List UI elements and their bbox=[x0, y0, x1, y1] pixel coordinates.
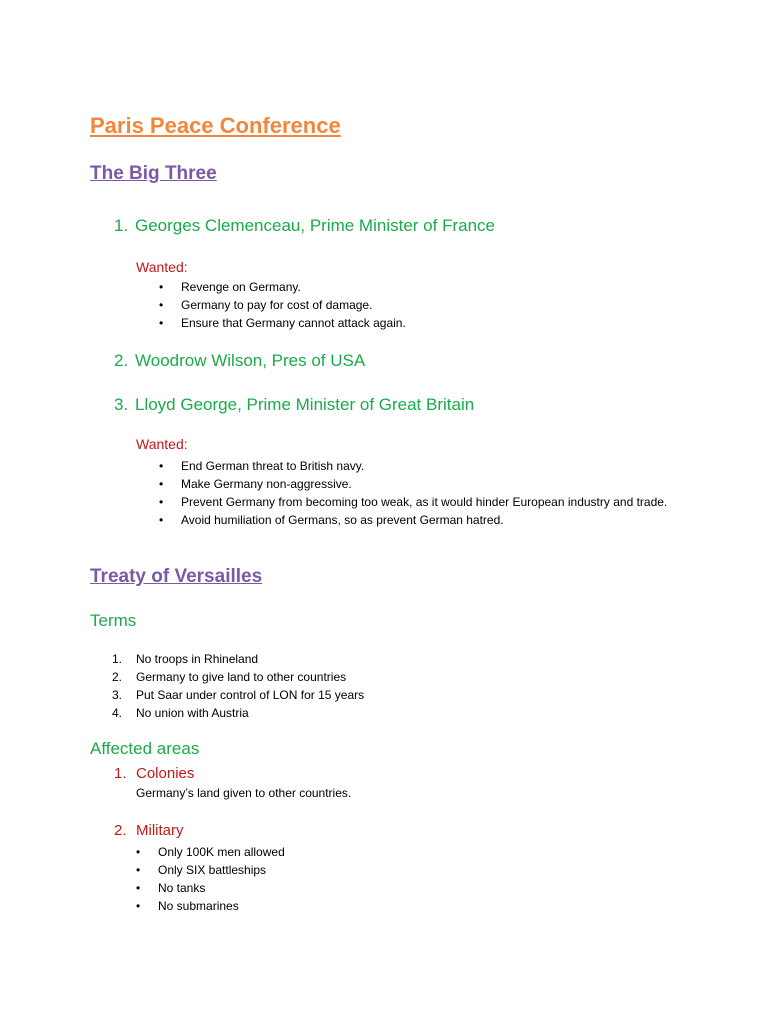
list-item bbox=[159, 278, 406, 296]
list-item bbox=[159, 296, 406, 314]
military-number: 2. bbox=[114, 822, 127, 839]
list-item bbox=[112, 704, 364, 722]
leader-text: Georges Clemenceau, Prime Minister of France bbox=[135, 216, 495, 235]
george-wanted-list bbox=[159, 457, 671, 529]
big-three-heading: The Big Three bbox=[90, 163, 217, 184]
colonies-text: Germany’s land given to other countries. bbox=[136, 786, 352, 800]
list-item bbox=[159, 457, 671, 475]
bullet-icon: • bbox=[159, 459, 164, 473]
affected-areas-heading: Affected areas bbox=[90, 739, 200, 758]
wanted-label: Wanted: bbox=[136, 436, 188, 452]
list-item-text: Prevent Germany from becoming too weak, as it would hinder European industry and trade. bbox=[181, 495, 668, 509]
list-item bbox=[136, 861, 285, 879]
list-item bbox=[159, 493, 671, 511]
list-item-text: Only SIX battleships bbox=[158, 863, 267, 877]
bullet-icon: • bbox=[159, 495, 164, 509]
military-label: Military bbox=[136, 822, 184, 839]
bullet-icon: • bbox=[136, 863, 141, 877]
list-item-text: No tanks bbox=[158, 881, 206, 895]
leader-number: 3. bbox=[114, 395, 129, 414]
list-item-number: 2. bbox=[112, 670, 123, 684]
leader-number: 1. bbox=[114, 216, 129, 235]
leader-item bbox=[114, 395, 475, 415]
list-item-text: Revenge on Germany. bbox=[181, 280, 301, 294]
list-item-text: No submarines bbox=[158, 899, 239, 913]
bullet-icon: • bbox=[159, 513, 164, 527]
list-item-number: 1. bbox=[112, 652, 123, 666]
document-title: Paris Peace Conference bbox=[90, 113, 341, 138]
bullet-icon: • bbox=[136, 881, 141, 895]
list-item-text: Put Saar under control of LON for 15 years bbox=[136, 688, 365, 702]
bullet-icon: • bbox=[159, 316, 164, 330]
military-item bbox=[114, 822, 184, 839]
leader-item bbox=[114, 351, 366, 371]
list-item-number: 3. bbox=[112, 688, 123, 702]
colonies-label: Colonies bbox=[136, 765, 195, 782]
list-item bbox=[159, 511, 671, 529]
list-item-text: Make Germany non-aggressive. bbox=[181, 477, 352, 491]
list-item-text: Germany to give land to other countries bbox=[136, 670, 347, 684]
list-item bbox=[112, 686, 365, 704]
list-item bbox=[136, 879, 285, 897]
wanted-label: Wanted: bbox=[136, 259, 188, 275]
list-item-text: Avoid humiliation of Germans, so as prevent German hatred. bbox=[181, 513, 504, 527]
colonies-number: 1. bbox=[114, 765, 127, 782]
list-item-text: Only 100K men allowed bbox=[158, 845, 285, 859]
leader-text: Woodrow Wilson, Pres of USA bbox=[135, 351, 366, 370]
list-item-number: 4. bbox=[112, 706, 123, 720]
clemenceau-wanted-list bbox=[159, 278, 406, 332]
terms-list bbox=[112, 650, 365, 722]
bullet-icon: • bbox=[159, 477, 164, 491]
bullet-icon: • bbox=[136, 899, 141, 913]
bullet-icon: • bbox=[159, 298, 164, 312]
list-item-text: Germany to pay for cost of damage. bbox=[181, 298, 373, 312]
list-item bbox=[159, 314, 406, 332]
list-item bbox=[112, 650, 364, 668]
list-item-text: End German threat to British navy. bbox=[181, 459, 365, 473]
list-item bbox=[136, 843, 285, 861]
colonies-item bbox=[114, 765, 195, 782]
leader-item bbox=[114, 216, 495, 236]
leader-text: Lloyd George, Prime Minister of Great Britain bbox=[135, 395, 475, 414]
military-list bbox=[136, 843, 285, 915]
list-item bbox=[136, 897, 285, 915]
bullet-icon: • bbox=[159, 280, 164, 294]
list-item bbox=[159, 475, 671, 493]
list-item-text: Ensure that Germany cannot attack again. bbox=[181, 316, 406, 330]
treaty-heading: Treaty of Versailles bbox=[90, 566, 263, 587]
list-item-text: No union with Austria bbox=[136, 706, 249, 720]
list-item-text: No troops in Rhineland bbox=[136, 652, 259, 666]
list-item bbox=[112, 668, 364, 686]
bullet-icon: • bbox=[136, 845, 141, 859]
terms-heading: Terms bbox=[90, 611, 137, 630]
leader-number: 2. bbox=[114, 351, 129, 370]
